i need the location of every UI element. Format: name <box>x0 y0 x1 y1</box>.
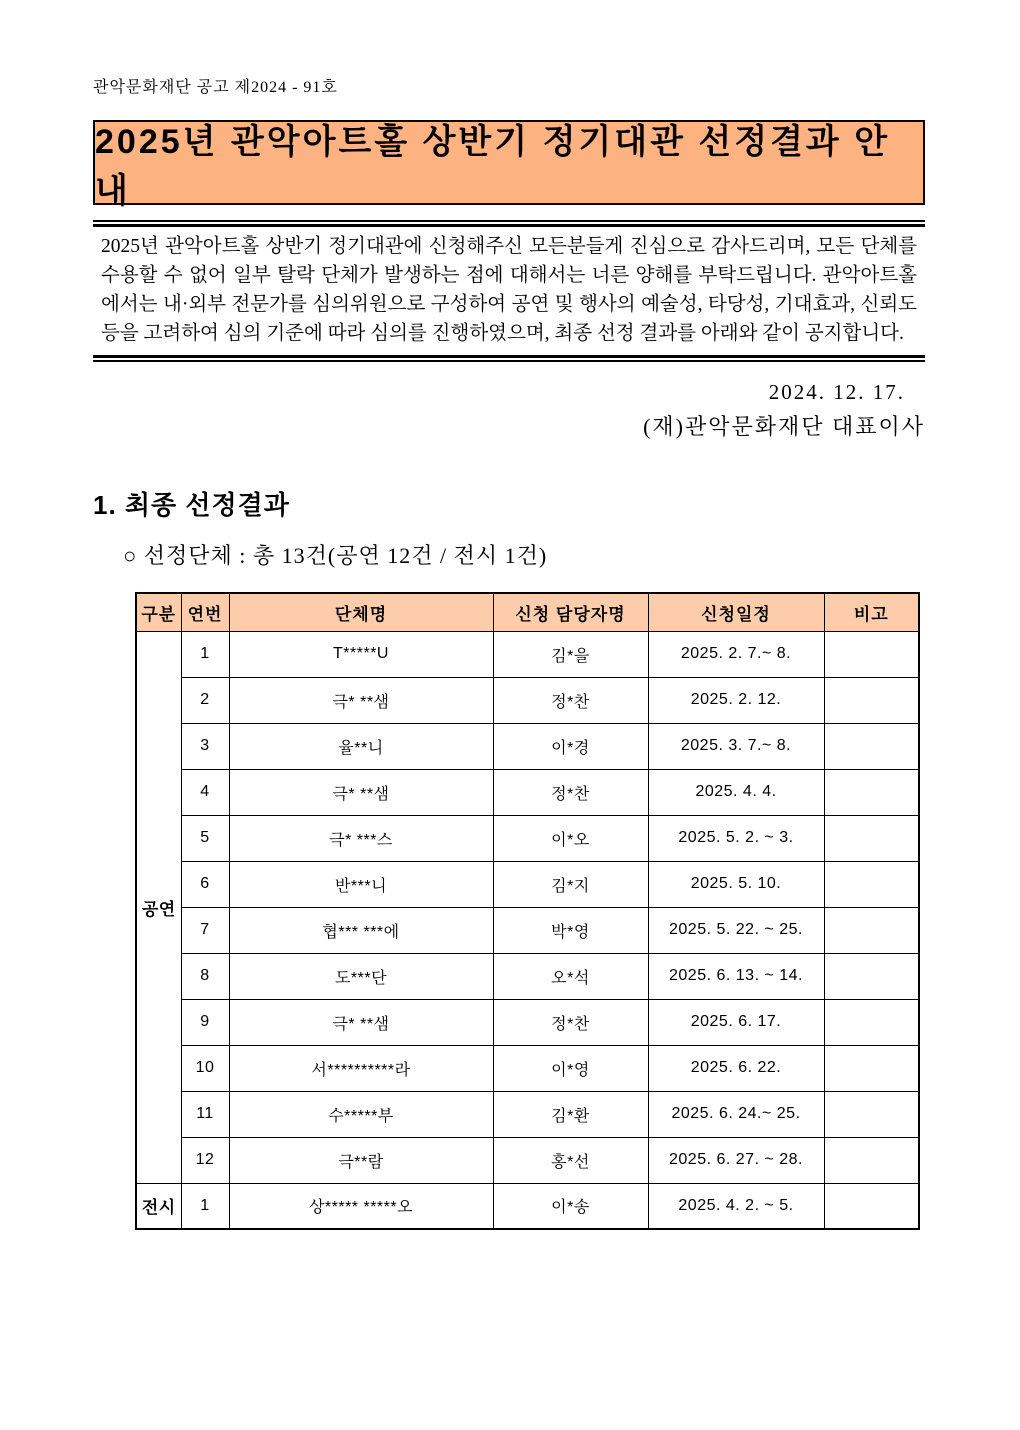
table-header-row <box>136 593 919 631</box>
cell-schedule: 2025. 2. 12. <box>648 677 824 723</box>
table-row <box>136 861 919 907</box>
table-row <box>136 999 919 1045</box>
selection-summary: ○ 선정단체 : 총 13건(공연 12건 / 전시 1건) <box>123 543 548 568</box>
cell-team: 반***니 <box>229 861 493 907</box>
cell-team: T*****U <box>229 631 493 677</box>
announcement-date: 2024. 12. 17. <box>768 380 905 404</box>
cell-contact: 이*송 <box>493 1183 648 1229</box>
cell-seq: 11 <box>181 1091 229 1137</box>
table-row <box>136 631 919 677</box>
cell-note <box>824 769 919 815</box>
cell-seq: 2 <box>181 677 229 723</box>
table-row <box>136 815 919 861</box>
cell-contact: 김*을 <box>493 631 648 677</box>
cell-contact: 홍*선 <box>493 1137 648 1183</box>
cell-note <box>824 723 919 769</box>
cell-note <box>824 953 919 999</box>
table-row <box>136 1183 919 1229</box>
cell-schedule: 2025. 5. 2. ~ 3. <box>648 815 824 861</box>
cell-note <box>824 999 919 1045</box>
cell-note <box>824 1045 919 1091</box>
cell-seq: 4 <box>181 769 229 815</box>
cell-team: 서**********라 <box>229 1045 493 1091</box>
header-contact: 신청 담당자명 <box>493 593 648 631</box>
cell-schedule: 2025. 6. 17. <box>648 999 824 1045</box>
table-row <box>136 769 919 815</box>
intro-paragraph: 2025년 관악아트홀 상반기 정기대관에 신청해주신 모든분들게 진심으로 감사드리며, 모든 단체를 수용할 수 없어 일부 탈락 단체가 발생하는 점에 대해서는 너른 양해를 부탁드립니다. 관악아트홀에서는 내·외부 전문가를 심의위원으로 구성하여 공연 및 행사의 예술성, 타당성, 기대효과, 신뢰도 등을 고려하여 심의 기준에 따라 심의를 진행하였으며, 최종 선정 결과를 아래와 같이 공지합니다. <box>101 236 917 344</box>
cell-contact: 이*경 <box>493 723 648 769</box>
cell-contact: 김*환 <box>493 1091 648 1137</box>
notice-number: 관악문화재단 공고 제2024 - 91호 <box>93 79 338 96</box>
cell-team: 협*** ***에 <box>229 907 493 953</box>
table-row <box>136 1045 919 1091</box>
cell-seq: 8 <box>181 953 229 999</box>
cell-team: 극* ***스 <box>229 815 493 861</box>
cell-schedule: 2025. 3. 7.~ 8. <box>648 723 824 769</box>
cell-seq: 7 <box>181 907 229 953</box>
selection-table <box>135 592 920 1230</box>
cell-seq: 1 <box>181 1183 229 1229</box>
table-row <box>136 1137 919 1183</box>
table-row <box>136 723 919 769</box>
cell-team: 극* **샘 <box>229 999 493 1045</box>
cell-schedule: 2025. 5. 10. <box>648 861 824 907</box>
cell-note <box>824 1137 919 1183</box>
header-schedule: 신청일정 <box>648 593 824 631</box>
header-seq: 연번 <box>181 593 229 631</box>
title-banner <box>93 120 925 210</box>
cell-contact: 이*영 <box>493 1045 648 1091</box>
cell-team: 극**람 <box>229 1137 493 1183</box>
cell-contact: 김*지 <box>493 861 648 907</box>
document-title: 2025년 관악아트홀 상반기 정기대관 선정결과 안내 <box>95 122 891 210</box>
table-row <box>136 1091 919 1137</box>
cell-seq: 12 <box>181 1137 229 1183</box>
cell-note <box>824 907 919 953</box>
cell-schedule: 2025. 4. 2. ~ 5. <box>648 1183 824 1229</box>
cell-note <box>824 1091 919 1137</box>
cell-schedule: 2025. 5. 22. ~ 25. <box>648 907 824 953</box>
cell-note <box>824 631 919 677</box>
header-category: 구분 <box>136 593 181 631</box>
intro-box-inner <box>93 224 925 358</box>
cell-team: 도***단 <box>229 953 493 999</box>
signer: (재)관악문화재단 대표이사 <box>643 414 925 439</box>
cell-seq: 1 <box>181 631 229 677</box>
cell-contact: 오*석 <box>493 953 648 999</box>
cell-seq: 9 <box>181 999 229 1045</box>
section-title: 1. 최종 선정결과 <box>93 490 290 520</box>
cell-schedule: 2025. 2. 7.~ 8. <box>648 631 824 677</box>
cell-seq: 5 <box>181 815 229 861</box>
cell-team: 상***** *****오 <box>229 1183 493 1229</box>
cell-schedule: 2025. 6. 24.~ 25. <box>648 1091 824 1137</box>
cell-team: 극* **샘 <box>229 677 493 723</box>
cell-seq: 10 <box>181 1045 229 1091</box>
cell-note <box>824 677 919 723</box>
cell-seq: 3 <box>181 723 229 769</box>
header-note: 비고 <box>824 593 919 631</box>
selection-table-body <box>136 631 919 1229</box>
cell-seq: 6 <box>181 861 229 907</box>
table-row <box>136 677 919 723</box>
category-cell: 전시 <box>136 1183 181 1229</box>
table-row <box>136 953 919 999</box>
cell-schedule: 2025. 4. 4. <box>648 769 824 815</box>
cell-schedule: 2025. 6. 22. <box>648 1045 824 1091</box>
table-row <box>136 907 919 953</box>
cell-team: 극* **샘 <box>229 769 493 815</box>
cell-note <box>824 815 919 861</box>
cell-team: 율**니 <box>229 723 493 769</box>
cell-contact: 정*찬 <box>493 677 648 723</box>
cell-note <box>824 1183 919 1229</box>
cell-contact: 박*영 <box>493 907 648 953</box>
cell-team: 수*****부 <box>229 1091 493 1137</box>
cell-contact: 정*찬 <box>493 999 648 1045</box>
cell-contact: 정*찬 <box>493 769 648 815</box>
cell-note <box>824 861 919 907</box>
cell-contact: 이*오 <box>493 815 648 861</box>
category-cell: 공연 <box>136 631 181 1183</box>
cell-schedule: 2025. 6. 27. ~ 28. <box>648 1137 824 1183</box>
header-team: 단체명 <box>229 593 493 631</box>
intro-box <box>93 220 925 362</box>
cell-schedule: 2025. 6. 13. ~ 14. <box>648 953 824 999</box>
